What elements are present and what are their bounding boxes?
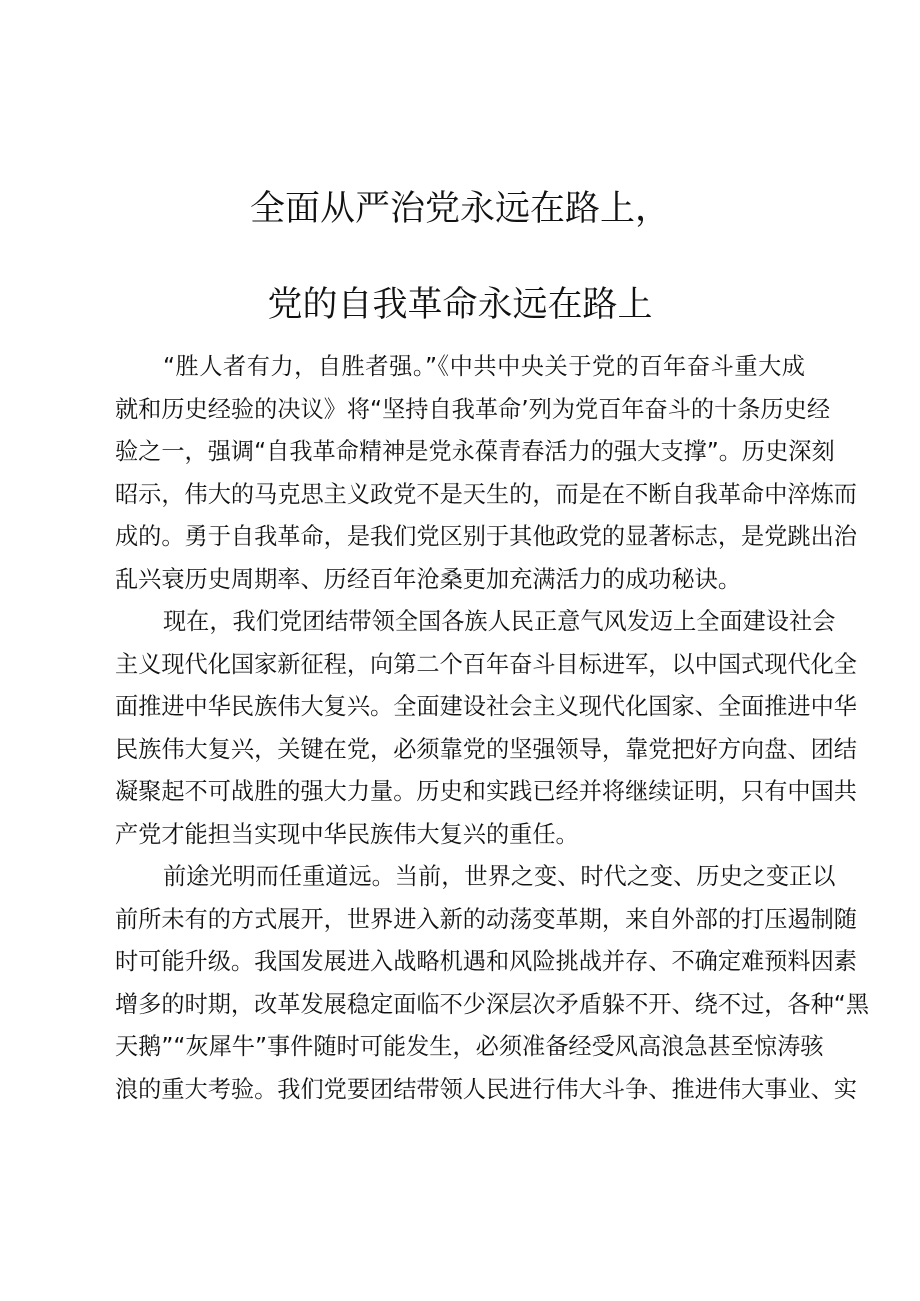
paragraph-line: 天鹅”“灰犀牛”事件随时可能发生，必须准备经受风高浪急甚至惊涛骇 xyxy=(115,1033,824,1060)
paragraph-line: “胜人者有力，自胜者强。”《中共中央关于党的百年奋斗重大成 xyxy=(163,353,805,380)
document-title-line-1: 全面从严治党永远在路上， xyxy=(249,189,670,229)
paragraph-line: 面推进中华民族伟大复兴。全面建设社会主义现代化国家、全面推进中华 xyxy=(115,693,857,720)
paragraph-line: 产党才能担当实现中华民族伟大复兴的重任。 xyxy=(115,820,579,848)
paragraph-line: 前途光明而任重道远。当前，世界之变、时代之变、历史之变正以 xyxy=(163,863,836,890)
paragraph-line: 主义现代化国家新征程，向第二个百年奋斗目标进军，以中国式现代化全 xyxy=(115,650,857,678)
paragraph-line: 时可能升级。我国发展进入战略机遇和风险挑战并存、不确定难预料因素 xyxy=(115,948,857,975)
paragraph-line: 前所未有的方式展开，世界进入新的动荡变革期，来自外部的打压遏制随 xyxy=(115,905,857,933)
document-title-line-2: 党的自我革命永远在路上 xyxy=(267,285,653,325)
paragraph-line: 成的。勇于自我革命，是我们党区别于其他政党的显著标志，是党跳出治 xyxy=(115,523,857,550)
paragraph-line: 增多的时期，改革发展稳定面临不少深层次矛盾躲不开、绕不过，各种“黑 xyxy=(115,990,870,1018)
paragraph-line: 凝聚起不可战胜的强大力量。历史和实践已经并将继续证明，只有中国共 xyxy=(115,778,857,805)
paragraph-1 xyxy=(115,346,857,601)
paragraph-line: 乱兴衰历史周期率、历经百年沧桑更加充满活力的成功秘诀。 xyxy=(115,565,742,593)
paragraph-line: 昭示，伟大的马克思主义政党不是天生的，而是在不断自我革命中淬炼而 xyxy=(115,480,857,508)
paragraph-2 xyxy=(115,601,857,856)
paragraph-3 xyxy=(115,856,870,1111)
document-body xyxy=(115,346,870,1111)
paragraph-line: 就和历史经验的决议》将“坚持自我革命’列为党百年奋斗的十条历史经 xyxy=(115,395,831,423)
paragraph-line: 现在，我们党团结带领全国各族人民正意气风发迈上全面建设社会 xyxy=(163,608,836,635)
paragraph-line: 民族伟大复兴，关键在党，必须靠党的坚强领导，靠党把好方向盘、团结 xyxy=(115,735,857,763)
paragraph-line: 验之一，强调“自我革命精神是党永葆青春活力的强大支撑”。历史深刻 xyxy=(115,438,835,465)
paragraph-line: 浪的重大考验。我们党要团结带领人民进行伟大斗争、推进伟大事业、实 xyxy=(115,1075,857,1103)
